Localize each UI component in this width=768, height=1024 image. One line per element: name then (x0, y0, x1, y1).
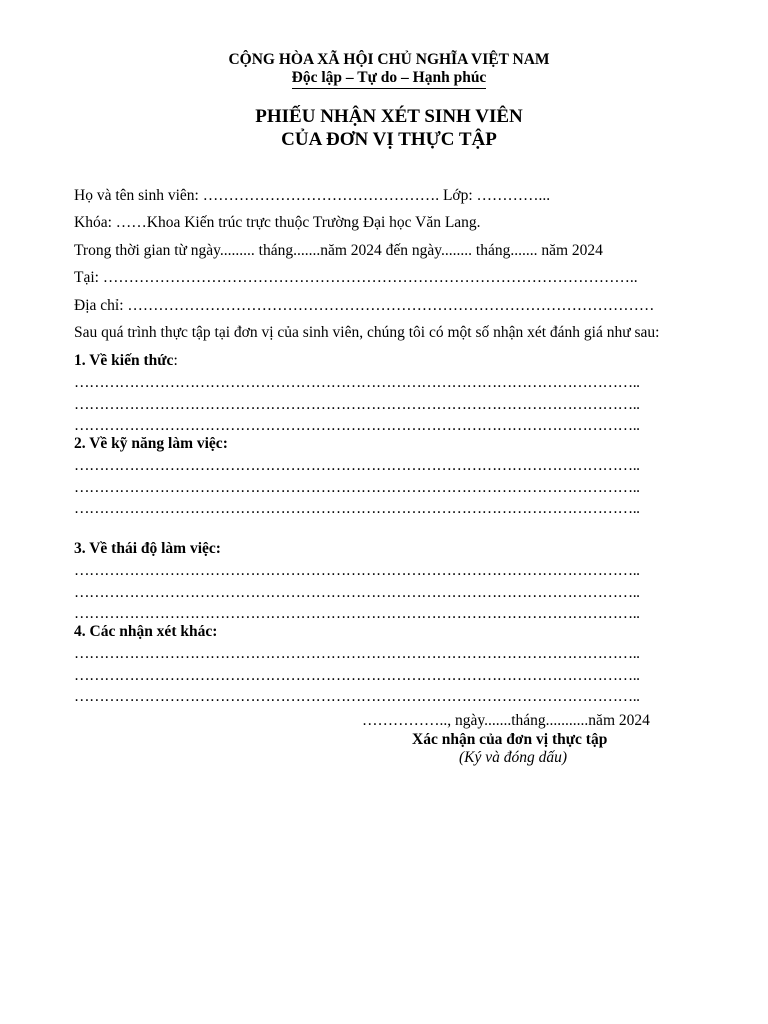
form-title-line2: CỦA ĐƠN VỊ THỰC TẬP (281, 129, 497, 150)
signature-date: …………….., ngày.......tháng...........năm 2024 (362, 712, 650, 729)
national-motto (0, 69, 768, 89)
section-knowledge-colon: : (173, 352, 178, 369)
section-knowledge-heading (74, 352, 178, 370)
section-other-heading: 4. Các nhận xét khác: (74, 623, 218, 640)
student-name-field: Họ và tên sinh viên: ………………………………………. Lớp: …………... (74, 187, 551, 204)
skills-dotted-line: ………………………………………………………………………………………………….. (74, 500, 640, 517)
attitude-dotted-line: ………………………………………………………………………………………………….. (74, 562, 640, 579)
skills-dotted-line: ………………………………………………………………………………………………….. (74, 457, 640, 474)
other-dotted-line: ………………………………………………………………………………………………….. (74, 688, 640, 705)
other-dotted-line: ………………………………………………………………………………………………….. (74, 645, 640, 662)
national-title: CỘNG HÒA XÃ HỘI CHỦ NGHĨA VIỆT NAM (228, 51, 550, 68)
form-title-line1: PHIẾU NHẬN XÉT SINH VIÊN (255, 106, 523, 127)
national-motto-text: Độc lập – Tự do – Hạnh phúc (292, 69, 487, 89)
address-field: Địa chỉ: ………………………………………………………………………………………… (74, 297, 655, 314)
knowledge-dotted-line: ………………………………………………………………………………………………….. (74, 417, 640, 434)
location-field: Tại: ………………………………………………………………………………………….. (74, 269, 638, 286)
section-attitude-heading: 3. Về thái độ làm việc: (74, 540, 221, 557)
section-knowledge-label: 1. Về kiến thức (74, 352, 174, 369)
knowledge-dotted-line: ………………………………………………………………………………………………….. (74, 374, 640, 391)
other-dotted-line: ………………………………………………………………………………………………….. (74, 667, 640, 684)
attitude-dotted-line: ………………………………………………………………………………………………….. (74, 584, 640, 601)
signature-title: Xác nhận của đơn vị thực tập (412, 731, 608, 748)
attitude-dotted-line: ………………………………………………………………………………………………….. (74, 605, 640, 622)
faculty-field: Khóa: ……Khoa Kiến trúc trực thuộc Trường Đại học Văn Lang. (74, 214, 481, 231)
skills-dotted-line: ………………………………………………………………………………………………….. (74, 479, 640, 496)
knowledge-dotted-line: ………………………………………………………………………………………………….. (74, 396, 640, 413)
signature-note: (Ký và đóng dấu) (459, 749, 568, 766)
period-field: Trong thời gian từ ngày......... tháng.......năm 2024 đến ngày........ tháng....... năm 2024 (74, 242, 603, 259)
intro-text: Sau quá trình thực tập tại đơn vị của sinh viên, chúng tôi có một số nhận xét đánh giá như sau: (74, 324, 660, 341)
section-skills-heading: 2. Về kỹ năng làm việc: (74, 435, 228, 452)
